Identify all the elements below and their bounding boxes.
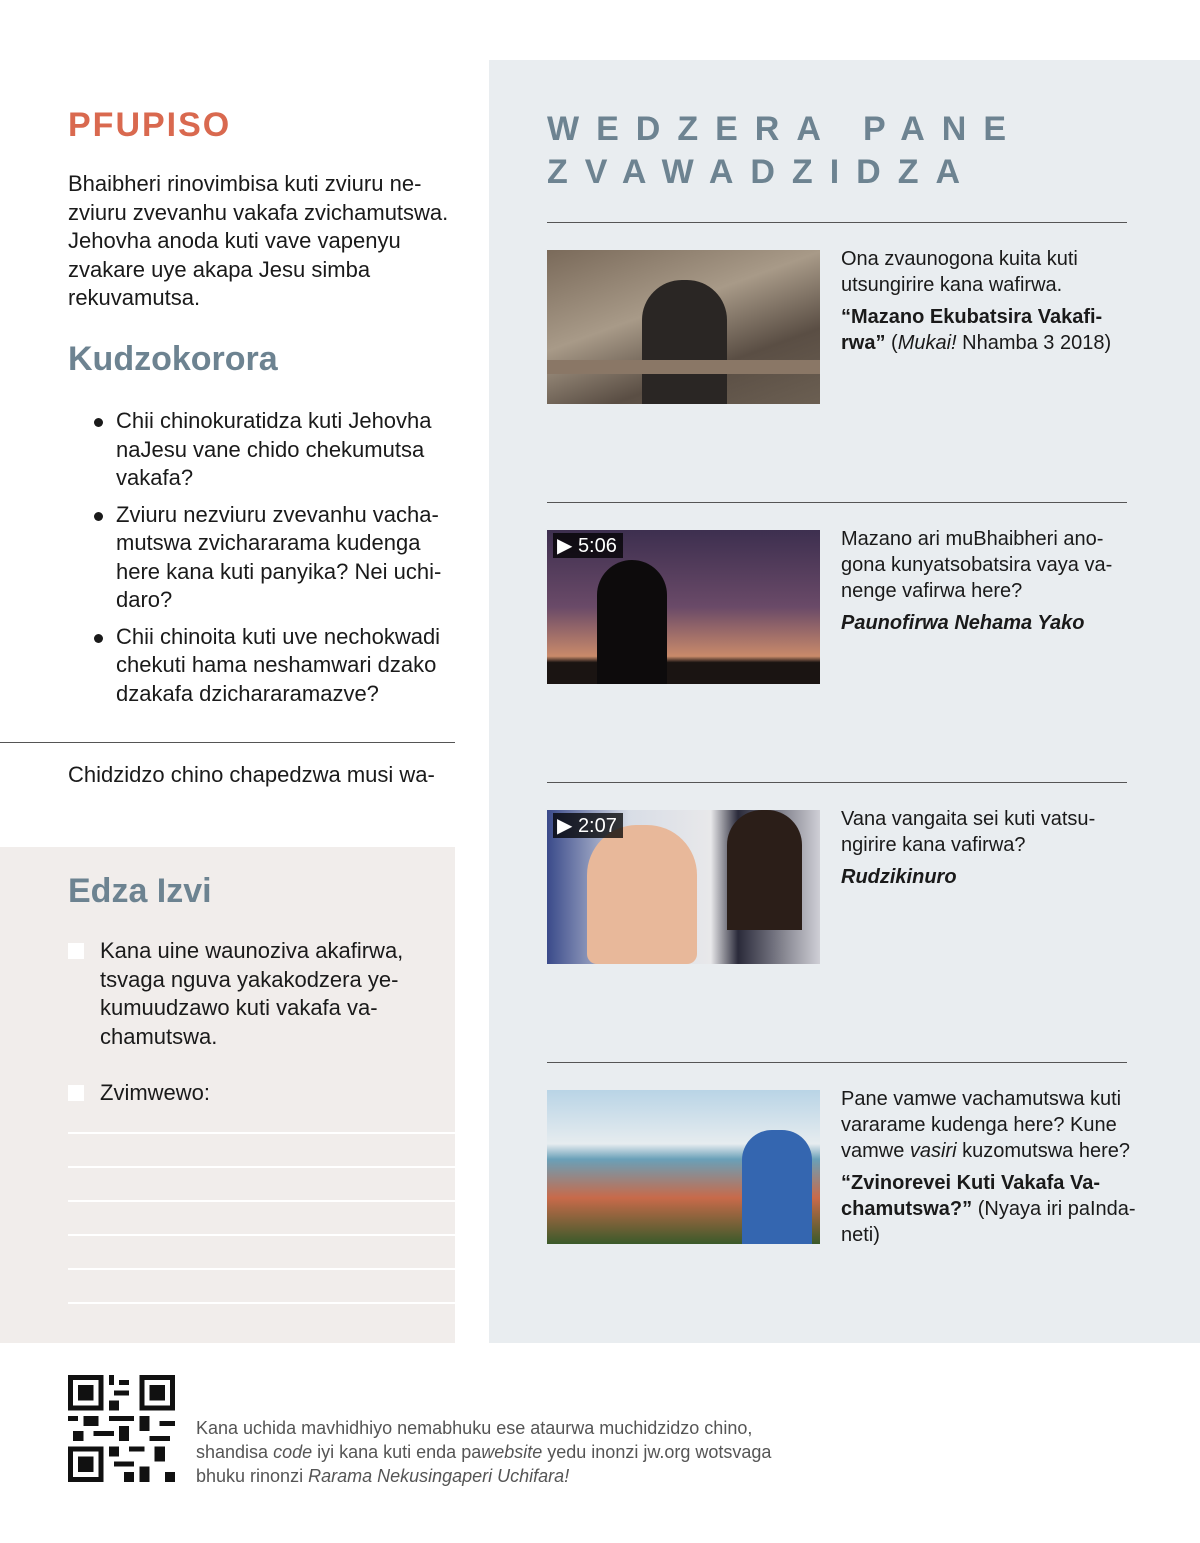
footer-text: yedu inonzi jw.org wotsvaga bhuku rinonzi <box>196 1442 772 1486</box>
item-description <box>841 526 1136 636</box>
review-list <box>92 407 462 716</box>
desc-text <box>841 1086 1136 1164</box>
summary-title: PFUPISO <box>68 106 232 144</box>
note-line[interactable] <box>68 1234 455 1236</box>
divider <box>0 742 455 743</box>
book-title: Rarama Nekusingaperi Uchifara! <box>308 1466 570 1486</box>
item-description <box>841 246 1136 356</box>
article-link[interactable] <box>841 1170 1136 1248</box>
desc-part: kuzomutswa here? <box>956 1140 1130 1162</box>
video-title[interactable]: Paunofirwa Nehama Yako <box>841 612 1085 634</box>
ref-text: Nhamba 3 2018) <box>956 332 1112 354</box>
footer-text: iyi kana kuti enda pa <box>312 1442 482 1462</box>
ref-magazine: Mukai! <box>897 332 957 354</box>
summary-text: Bhaibheri rinovimbisa kuti zviuru nezviuru zvevanhu vakafa zvichamutswa. Jehovha anoda kuti vave vapenyu zvakare uye akapa Jesu simba rekuvamutsa. <box>68 171 449 310</box>
todo-label: Kana uine waunoziva akafirwa, tsvaga nguva yakakodzera yekumuudzawo kuti vakafa vachamutswa. <box>100 938 404 1049</box>
qr-code-icon[interactable] <box>68 1375 175 1482</box>
ref-text: (Nyaya iri paIndaneti) <box>841 1198 1136 1246</box>
title-line: ZVAWADZIDZA <box>547 153 978 191</box>
todo-item[interactable] <box>68 1079 428 1108</box>
divider <box>547 222 1127 223</box>
footer-text: website <box>481 1442 543 1462</box>
video-link[interactable] <box>841 610 1136 636</box>
video-duration-badge: ▶ 2:07 <box>553 813 623 838</box>
ref-title[interactable]: “Mazano Ekubatsira Vakafirwa” <box>841 306 1103 354</box>
video-thumbnail-girl[interactable] <box>547 810 820 964</box>
article-image-paradise[interactable] <box>547 1090 820 1244</box>
todo-item[interactable] <box>68 937 428 1051</box>
review-title: Kudzokorora <box>68 340 278 378</box>
note-line[interactable] <box>68 1268 455 1270</box>
completion-date-field[interactable]: Chidzidzo chino chapedzwa musi wa- <box>68 762 435 787</box>
divider <box>547 782 1127 783</box>
video-title[interactable]: Rudzikinuro <box>841 866 957 888</box>
desc-part: Pane vamwe vachamutswa kuti vararame kudenga here? Kune vamwe <box>841 1088 1122 1162</box>
footer-text: Kana uchida mavhidhiyo nemabhuku ese ataurwa muchidzidzo chino, shandisa <box>196 1418 753 1462</box>
footer-note <box>196 1416 776 1488</box>
article-link[interactable] <box>841 304 1136 356</box>
video-duration-badge: ▶ 5:06 <box>553 533 623 558</box>
desc-text: Ona zvaunogona kuita kuti utsungirire kana wafirwa. <box>841 248 1078 296</box>
item-description <box>841 806 1136 890</box>
review-question: Chii chinokuratidza kuti Jehovha naJesu vane chido chekumutsa vakafa? <box>92 407 462 493</box>
divider <box>547 1062 1127 1063</box>
title-line: WEDZERA PANE <box>547 110 1023 148</box>
footer-text: code <box>273 1442 313 1462</box>
item-description <box>841 1086 1136 1248</box>
ref-title[interactable]: “Zvinorevei Kuti Vakafa Vachamutswa?” <box>841 1172 1101 1220</box>
try-this-title: Edza Izvi <box>68 872 212 910</box>
note-line[interactable] <box>68 1132 455 1134</box>
video-link[interactable] <box>841 864 1136 890</box>
article-image-couple[interactable] <box>547 250 820 404</box>
learn-more-title <box>547 108 1023 194</box>
note-line[interactable] <box>68 1302 455 1304</box>
note-line[interactable] <box>68 1166 455 1168</box>
ref-text: ( <box>885 332 898 354</box>
desc-text: Vana vangaita sei kuti vatsungirire kana vafirwa? <box>841 808 1096 856</box>
review-question: Zviuru nezviuru zvevanhu vachamutswa zvichararama kudenga here kana kuti panyika? Nei uchidaro? <box>92 501 462 615</box>
divider <box>547 502 1127 503</box>
checkbox[interactable] <box>68 1085 84 1101</box>
checkbox[interactable] <box>68 943 84 959</box>
video-thumbnail-silhouette[interactable] <box>547 530 820 684</box>
desc-text: Mazano ari muBhaibheri anogona kunyatsobatsira vaya vanenge vafirwa here? <box>841 528 1113 602</box>
todo-label: Zvimwewo: <box>100 1080 211 1105</box>
review-question: Chii chinoita kuti uve nechokwadi chekuti hama neshamwari dzako dzakafa dzichararamazve? <box>92 623 462 709</box>
note-line[interactable] <box>68 1200 455 1202</box>
desc-part: vasiri <box>909 1140 957 1162</box>
